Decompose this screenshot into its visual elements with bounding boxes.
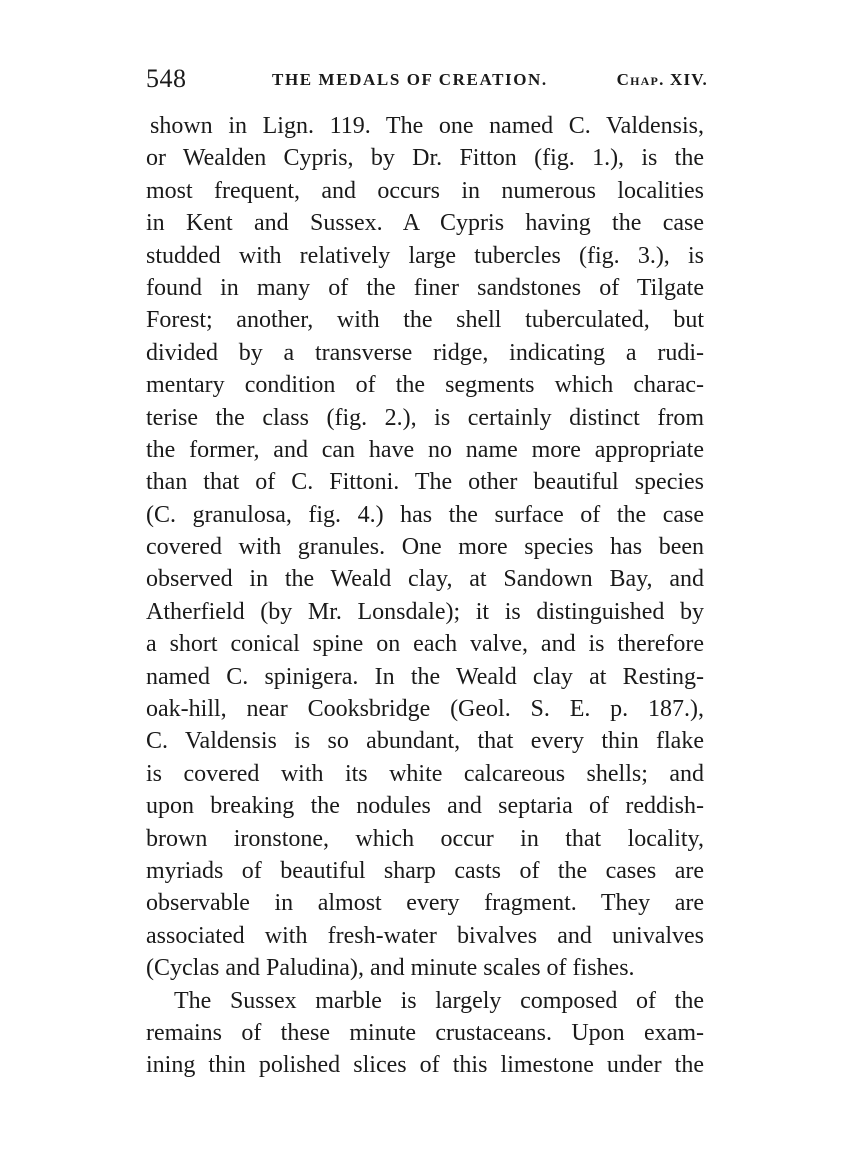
text-line: covered with granules. One more species has been [146, 534, 704, 561]
text-line: myriads of beautiful sharp casts of the cases are [146, 857, 704, 884]
text-line: remains of these minute crustaceans. Upon exam- [146, 1019, 704, 1046]
text-line: named C. spinigera. In the Weald clay at Resting- [146, 663, 704, 690]
text-line: observable in almost every fragment. They are [146, 890, 704, 917]
text-line: (C. granulosa, fig. 4.) has the surface of the case [146, 501, 704, 528]
text-line: observed in the Weald clay, at Sandown Bay, and [146, 566, 704, 593]
text-line: oak-hill, near Cooksbridge (Geol. S. E. p. 187.), [146, 696, 704, 723]
text-line: found in many of the finer sandstones of Tilgate [146, 274, 704, 301]
text-line: Atherfield (by Mr. Lonsdale); it is distinguished by [146, 598, 704, 625]
text-line: (Cyclas and Paludina), and minute scales of fishes. [146, 955, 635, 982]
text-line: Forest; another, with the shell tuberculated, but [146, 307, 704, 334]
text-line: the former, and can have no name more appropriate [146, 436, 704, 463]
text-line: associated with fresh-water bivalves and univalves [146, 922, 704, 949]
running-title: THE MEDALS OF CREATION. [272, 70, 548, 89]
text-line: than that of C. Fittoni. The other beautiful species [146, 469, 704, 496]
text-line: terise the class (fig. 2.), is certainly distinct from [146, 404, 704, 431]
page-number: 548 [146, 64, 187, 93]
text-line: divided by a transverse ridge, indicating a rudi- [146, 339, 704, 366]
text-line: most frequent, and occurs in numerous localities [146, 177, 704, 204]
text-line: upon breaking the nodules and septaria of reddish- [146, 793, 704, 820]
text-line: is covered with its white calcareous shells; and [146, 760, 704, 787]
running-head [146, 64, 708, 98]
chapter-reference: Chap. XIV. [616, 70, 708, 89]
text-line: C. Valdensis is so abundant, that every thin flake [146, 728, 704, 755]
text-line: brown ironstone, which occur in that locality, [146, 825, 704, 852]
text-line: ining thin polished slices of this limestone under the [146, 1052, 704, 1079]
text-line: studded with relatively large tubercles (fig. 3.), is [146, 242, 704, 269]
body-text [146, 110, 704, 1082]
text-line: or Wealden Cypris, by Dr. Fitton (fig. 1.), is the [146, 145, 704, 172]
text-line: a short conical spine on each valve, and is therefore [146, 631, 704, 658]
text-line: in Kent and Sussex. A Cypris having the case [146, 210, 704, 237]
text-line: The Sussex marble is largely composed of the [174, 987, 704, 1014]
text-line: shown in Lign. 119. The one named C. Valdensis, [150, 113, 704, 139]
text-line: mentary condition of the segments which charac- [146, 372, 704, 399]
